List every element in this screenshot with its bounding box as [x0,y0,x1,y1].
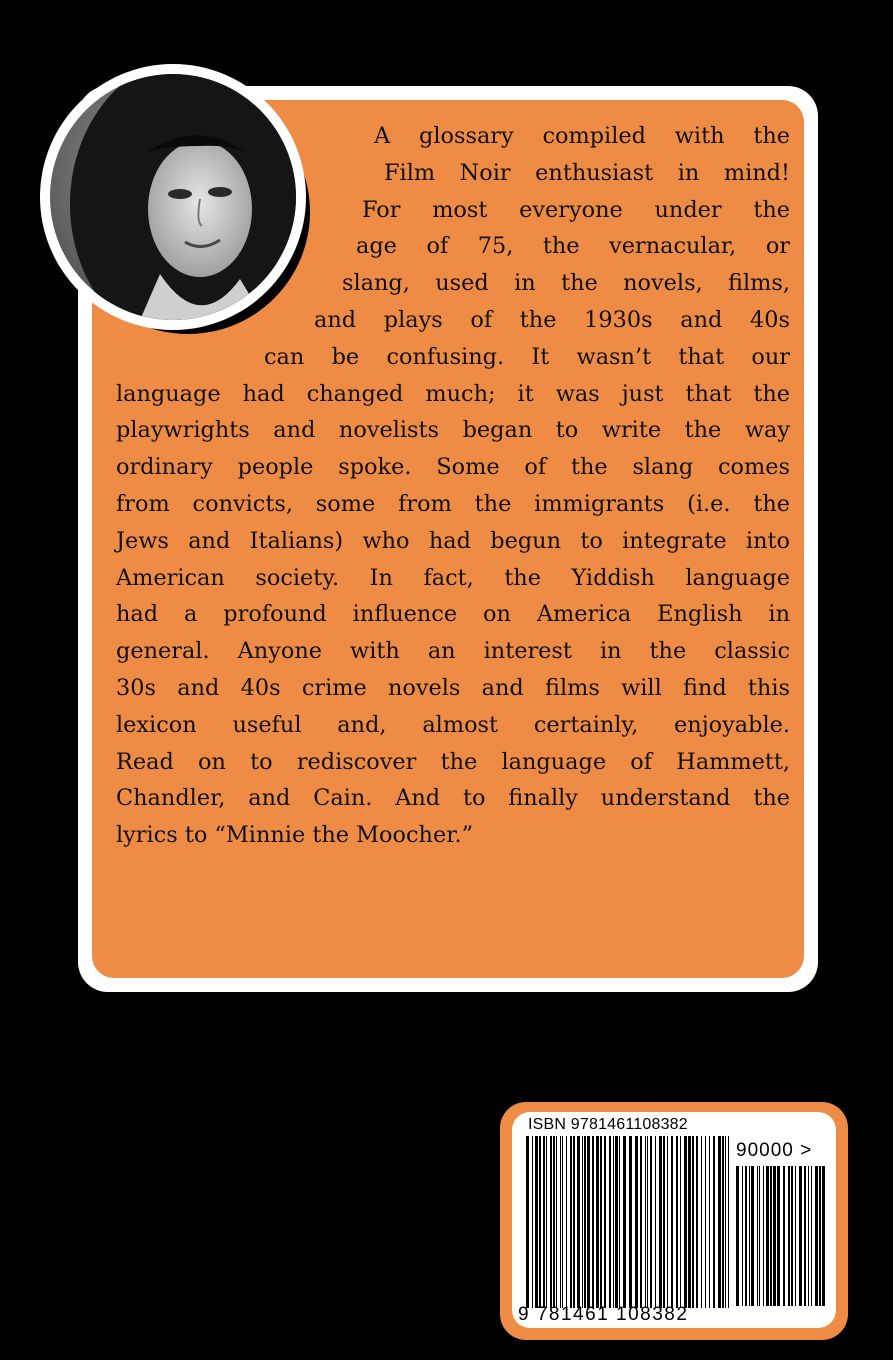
barcode-bar [701,1136,702,1308]
barcode-bar [573,1136,575,1308]
barcode-bar [822,1166,825,1306]
barcode-bar [582,1136,583,1308]
blurb-line: slang, used in the novels, films, [342,270,790,297]
barcode-bar [676,1136,678,1308]
barcode-bar [667,1136,668,1308]
barcode-bar [766,1166,769,1306]
blurb-line: playwrights and novelists began to write the way [116,417,790,444]
isbn-digits: 9 781461 108382 [518,1304,689,1325]
barcode-bar [543,1136,545,1308]
barcode-bar [799,1166,802,1306]
barcode-bar [577,1136,580,1308]
barcode-bar [777,1166,780,1306]
barcode-bar [629,1136,632,1308]
barcode-bar [680,1136,681,1308]
barcode-bar [546,1136,547,1308]
barcode-bar [587,1136,590,1308]
barcode-bar [570,1136,572,1308]
barcode-bar [783,1166,785,1306]
barcode-bar [795,1166,796,1306]
barcode-bar [759,1166,760,1306]
barcode-bar [696,1136,698,1308]
blurb-line: age of 75, the vernacular, or [356,233,790,260]
barcode-bar [539,1136,541,1308]
barcode-bar [584,1136,586,1308]
barcode-bar [600,1136,602,1308]
barcode-bar [808,1166,809,1306]
barcode-bar [688,1136,691,1308]
blurb-line: had a profound influence on America English in [116,601,790,628]
barcode-bar [619,1136,620,1308]
barcode-bar [770,1166,772,1306]
blurb-line: from convicts, some from the immigrants (i.e. the [116,490,790,517]
barcode-bar [650,1136,652,1308]
barcode-bar [722,1136,724,1308]
blurb-line: can be confusing. It wasn’t that our [264,343,790,370]
barcode-bar [788,1166,790,1306]
barcode-bar [742,1166,743,1306]
barcode-bar [819,1166,821,1306]
barcode-bar [655,1136,656,1308]
barcode-bar [613,1136,614,1308]
barcode-bar [763,1166,764,1306]
barcode-bar [604,1136,606,1308]
blurb-line: Chandler, and Cain. And to finally understand the [116,785,790,812]
barcode-bar [562,1136,563,1308]
barcode-bar [811,1166,812,1306]
barcode-bar [553,1136,555,1308]
barcode-bar [596,1136,599,1308]
barcode-bar [647,1136,648,1308]
barcode-bar [671,1136,673,1308]
price-code: 90000 > [736,1140,813,1161]
blurb-line: A glossary compiled with the [374,123,790,149]
barcode-bar [560,1136,561,1308]
barcode-bar [556,1136,557,1308]
barcode-bar [705,1136,706,1308]
blurb-line: language had changed much; it was just that the [116,380,790,407]
barcode-bar [645,1136,646,1308]
barcode-bar [592,1136,594,1308]
price-barcode [736,1166,828,1306]
barcode-bar [713,1136,715,1308]
barcode-bar [804,1166,806,1306]
blurb-line: Film Noir enthusiast in mind! [384,159,790,186]
blurb-line: American society. In fact, the Yiddish language [116,564,790,591]
barcode-bar [623,1136,626,1308]
barcode-bar [745,1166,747,1306]
barcode-bar [728,1136,729,1308]
barcode-bar [757,1166,758,1306]
barcode-bar [659,1136,662,1308]
barcode-bar [663,1136,665,1308]
barcode-bar [609,1136,611,1308]
barcode-bar [692,1136,694,1308]
blurb-line: 30s and 40s crime novels and films will find this [116,674,790,701]
isbn-barcode [526,1136,732,1308]
blurb-line: lexicon useful and, almost certainly, enjoyable. [116,711,790,738]
barcode-bar [566,1136,567,1308]
barcode-bar [684,1136,687,1308]
blurb-line: and plays of the 1930s and 40s [314,306,790,333]
blurb-line: ordinary people spoke. Some of the slang comes [116,454,790,481]
barcode-bar [709,1136,710,1308]
barcode-bar [751,1166,754,1306]
isbn-label: ISBN 9781461108382 [528,1116,688,1133]
barcode-bar [640,1136,642,1308]
barcode-bar [526,1136,529,1308]
barcode-bar [532,1136,533,1308]
barcode-bar [736,1166,739,1306]
blurb-line: general. Anyone with an interest in the classic [116,638,790,665]
barcode-bar [535,1136,538,1308]
barcode-bar [773,1166,776,1306]
barcode-bar [718,1136,721,1308]
barcode-bar [749,1166,750,1306]
barcode-bar [725,1136,726,1308]
barcode-bar [550,1136,552,1308]
barcode-bar [635,1136,638,1308]
blurb-line: Jews and Italians) who had begun to integrate into [116,527,790,554]
back-cover-blurb [116,118,790,854]
blurb-line: Read on to rediscover the language of Hammett, [116,748,790,775]
blurb-line: For most everyone under the [362,196,790,223]
barcode-bar [615,1136,618,1308]
barcode-bar [791,1166,793,1306]
blurb-line-last: lyrics to “Minnie the Moocher.” [116,822,474,849]
barcode-bar [815,1166,818,1306]
